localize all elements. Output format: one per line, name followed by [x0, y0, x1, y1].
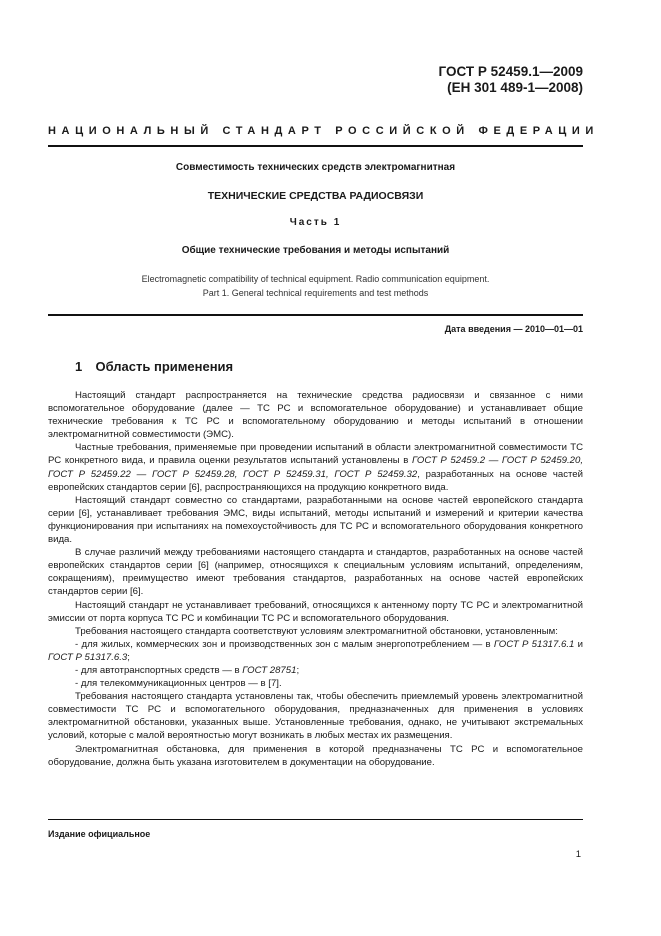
title-line-2: ТЕХНИЧЕСКИЕ СРЕДСТВА РАДИОСВЯЗИ: [207, 190, 424, 202]
english-title-line-2: Part 1. General technical requirements and test methods: [202, 288, 429, 298]
introduction-date: Дата введения — 2010—01—01: [444, 324, 583, 334]
paragraph: Настоящий стандарт не устанавливает требований, относящихся к антенному порту ТС РС и электромагнитной эмиссии от порта корпуса ТС РС и комбинации ТС РС и вспомогательного оборудования.: [48, 599, 583, 624]
list-item: - для жилых, коммерческих зон и производственных зон с малым энергопотреблением — в ГОСТ Р 51317.6.1 и ГОСТ Р 51317.6.3;: [48, 638, 583, 663]
section-title: Область применения: [95, 359, 234, 374]
list-item: - для автотранспортных средств — в ГОСТ 28751;: [75, 664, 300, 676]
title-rule: [48, 314, 583, 316]
part-label: Часть 1: [289, 217, 342, 228]
english-title: [48, 272, 583, 300]
paragraph: Требования настоящего стандарта установлены так, чтобы обеспечить приемлемый уровень электромагнитной совместимости ТС РС и вспомогательного оборудования, предназначенных для применения в условиях электромагнитной обстановки, указанных выше. Установленные требования, однако, не учитывают экстремальных условий, которые с малой вероятностью могут возникать в любых местах их размещения.: [48, 691, 583, 742]
paragraph: В случае различий между требованиями настоящего стандарта и стандартов, разработанных на основе частей европейских стандартов серии [6] (например, относящихся к специальным условиям испытаний, определениям, сокращениям), преимущество имеют требования стандартов, разработанных на основе частей европейских стандартов серии [6].: [48, 547, 583, 598]
list-item: - для телекоммуникационных центров — в [7].: [75, 678, 282, 690]
official-edition-note: Издание официальное: [48, 829, 151, 839]
title-line-4: Общие технические требования и методы испытаний: [181, 245, 450, 256]
standard-identifier: [439, 64, 583, 96]
paragraph: Частные требования, применяемые при проведении испытаний в области электромагнитной совместимости ТС РС конкретного вида, и правила оценки результатов испытаний установлены в ГОСТ Р 52459.2 — ГОСТ Р 52459.20, ГОСТ Р 52459.22 — ГОСТ Р 52459.28, ГОСТ Р 52459.31, ГОСТ Р 52459.32, разработанных на основе частей европейских стандартов серии [6], распространяющихся на продукцию конкретного вида.: [48, 442, 583, 493]
top-rule: [48, 145, 583, 147]
standard-number: ГОСТ Р 52459.1—2009: [438, 64, 583, 79]
paragraph: Настоящий стандарт распространяется на технические средства радиосвязи и связанное с ними вспомогательное оборудование (далее — ТС РС и вспомогательное оборудование) и устанавливает общие технические требования к ТС РС и вспомогательному оборудованию и методы испытаний в отношении электромагнитной совместимости (ЭМС).: [48, 390, 583, 441]
page-number: 1: [575, 849, 581, 860]
footer-rule: [48, 819, 583, 820]
english-title-line-1: Electromagnetic compatibility of technical equipment. Radio communication equipment.: [141, 274, 490, 284]
paragraph: Настоящий стандарт совместно со стандартами, разработанными на основе частей европейского стандарта серии [6], устанавливает требования ЭМС, виды испытаний, методы испытаний и измерений и критерии качества функционирования при испытаниях на помехоустойчивость для ТС РС и вспомогательного оборудования конкретного вида.: [48, 494, 583, 546]
en-number: (ЕН 301 489-1—2008): [447, 80, 583, 95]
section-number: 1: [75, 359, 83, 374]
paragraph: Требования настоящего стандарта соответствуют условиям электромагнитной обстановки, установленным:: [75, 625, 558, 637]
paragraph: Электромагнитная обстановка, для применения в которой предназначены ТС РС и вспомогательное оборудование, должна быть указана изготовителем в документации на оборудование.: [48, 743, 583, 768]
national-standard-heading: НАЦИОНАЛЬНЫЙ СТАНДАРТ РОССИЙСКОЙ ФЕДЕРАЦИИ: [48, 125, 599, 137]
section-heading: [75, 359, 233, 374]
title-line-1: Совместимость технических средств электромагнитная: [175, 162, 456, 173]
body-text: [48, 389, 583, 769]
standard-references: ГОСТ Р 52459.2 — ГОСТ Р 52459.20, ГОСТ Р 52459.22 — ГОСТ Р 52459.28, ГОСТ Р 52459.31, ГОСТ Р 52459.32: [48, 455, 583, 480]
